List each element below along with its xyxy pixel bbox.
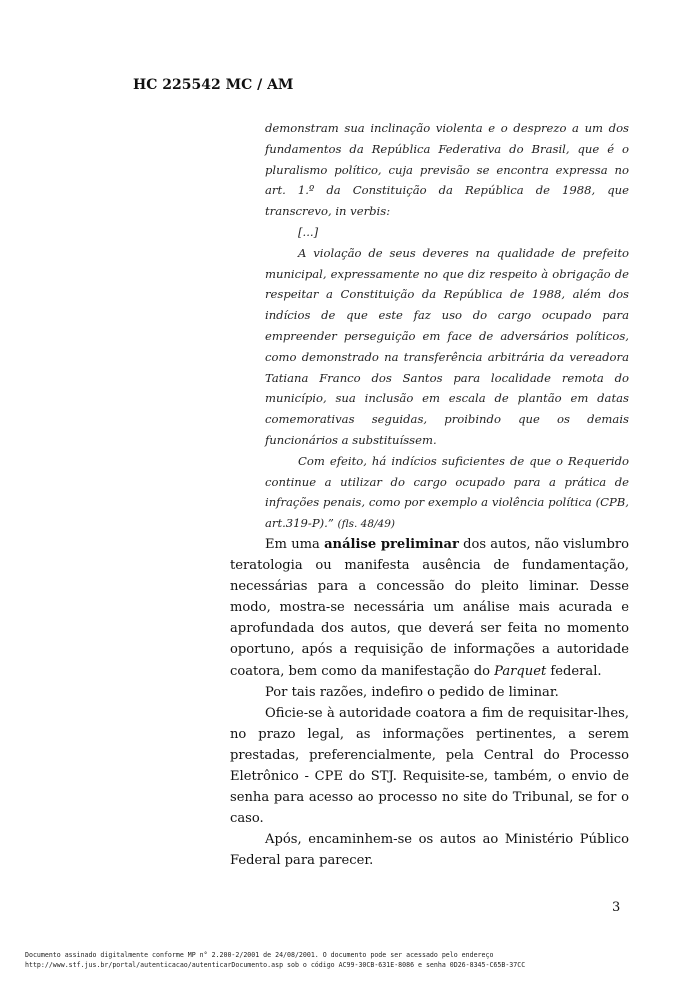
body-paragraph-4: Após, encaminhem-se os autos ao Ministério Público Federal para parecer. [230, 832, 629, 869]
quote-paragraph-1: demonstram sua inclinação violenta e o desprezo a um dos fundamentos da República Federativa do Brasil, que é o pluralismo político, cuja previsão se encontra expressa no art. 1.º da Constituição da República de 1988, que transcrevo, in verbis: [265, 121, 629, 219]
quote-ellipsis: [...] [298, 224, 319, 239]
footer-line-1: Documento assinado digitalmente conforme MP n° 2.200-2/2001 de 24/08/2001. O documento pode ser acessado pelo endereço [25, 951, 494, 959]
page-number: 3 [612, 900, 621, 915]
body-paragraph-1-middle: dos autos, não vislumbro teratologia ou manifesta ausência de fundamentação, necessárias para a concessão do pleito liminar. Desse modo, mostra-se necessária um análise mais acurada e aprofundada dos autos, que deverá ser feita no momento oportuno, após a requisição de informações a autoridade coatora, bem como da manifestação do [230, 537, 629, 679]
body-paragraph-1-end: federal. [546, 663, 602, 679]
digital-signature-footer [25, 950, 685, 970]
body-paragraph-2: Por tais razões, indefiro o pedido de liminar. [265, 684, 559, 700]
quote-paragraph-2: A violação de seus deveres na qualidade de prefeito municipal, expressamente no que diz respeito à obrigação de respeitar a Constituição da República de 1988, além dos indícios de que este faz uso do cargo ocupado para empreender perseguição em face de adversários políticos, como demonstrado na transferência arbitrária da vereadora Tatiana Franco dos Santos para localidade remota do município, sua inclusão em escala de plantão em datas comemorativas seguidas, proibindo que os demais funcionários a substituíssem. [265, 245, 629, 447]
body-paragraph-3: Oficie-se à autoridade coatora a fim de requisitar-lhes, no prazo legal, as informações pertinentes, a serem prestadas, preferencialmente, pela Central do Processo Eletrônico - CPE do STJ. Requisite-se, também, o envio de senha para acesso ao processo no site do Tribunal, se for o caso. [230, 705, 629, 827]
body-paragraph-1-start: Em uma [265, 537, 325, 552]
case-header-title: HC 225542 MC / AM [133, 77, 294, 93]
body-emphasis-preliminary-analysis: análise preliminar [324, 537, 459, 552]
quote-paragraph-3 [265, 451, 629, 535]
body-term-parquet: Parquet [494, 663, 547, 679]
decision-body [230, 534, 629, 872]
footer-line-2[interactable]: http://www.stf.jus.br/portal/autenticacao/autenticarDocumento.asp sob o código AC99-30CB-631E-8086 e senha 0D26-8345-C65B-37CC [25, 961, 526, 969]
body-paragraph-1 [230, 534, 629, 682]
quoted-excerpt [265, 118, 629, 535]
quote-paragraph-3-text: Com efeito, há indícios suficientes de que o Requerido continue a utilizar do cargo ocupado para a prática de infrações penais, como por exemplo a violência política (CPB, art.319-P).” [265, 453, 629, 531]
quote-citation: (fls. 48/49) [337, 518, 396, 531]
